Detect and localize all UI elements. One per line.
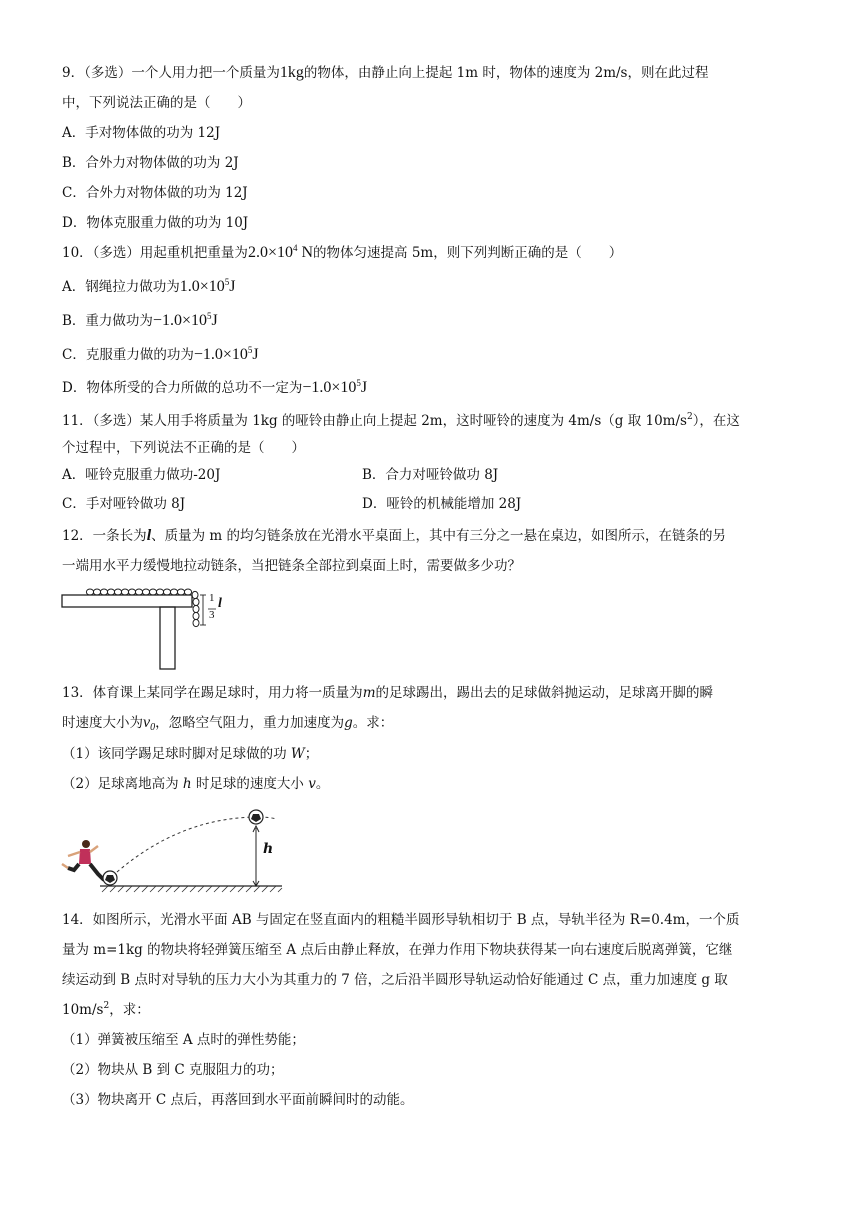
q13-part1 — [62, 743, 318, 765]
q9-mass: 1kg — [279, 64, 304, 81]
q10-option-a-base: 1.0×10 — [179, 278, 225, 295]
q10-option-a-text: A．钢绳拉力做功为 — [62, 279, 180, 295]
q11-option-a: A．哑铃克服重力做功-20J — [62, 467, 221, 483]
q9-option-a: A．手对物体做的功为 12J — [62, 125, 221, 141]
q12-length-symbol: l — [146, 527, 152, 544]
q13-trajectory — [117, 817, 276, 872]
q10-stem-a: 10．（多选）用起重机把重量为 — [62, 245, 248, 261]
q9-option-b: B．合外力对物体做的功为 2J — [62, 155, 239, 171]
q13-stem-a2: 的足球踢出，踢出去的足球做斜抛运动，足球离开脚的瞬 — [375, 685, 713, 701]
q10-option-c-exp: 5 — [247, 345, 253, 355]
q13-ground — [100, 886, 282, 892]
q13-part2-mid: 时足球的速度大小 — [191, 776, 309, 792]
q10-option-c — [62, 344, 259, 366]
q10-stem — [62, 242, 622, 264]
q11-stem-line1 — [62, 410, 740, 432]
q9-option-c: C．合外力对物体做的功为 12J — [62, 185, 248, 201]
q13-fig-h-label: h — [263, 841, 274, 857]
q14-line2: 量为 m=1kg 的物块将轻弹簧压缩至 A 点后由静止释放，在弹力作用下物块获得某一向右速度后脱离弹簧，它继 — [62, 942, 733, 958]
q12-stem-a1: 12．一条长为 — [62, 528, 147, 544]
q14-part2: （2）物块从 B 到 C 克服阻力的功； — [62, 1062, 284, 1078]
q10-option-b-unit: J — [211, 312, 218, 329]
q10-weight-base: 2.0×10 — [247, 244, 293, 261]
q10-option-c-text: C．克服重力做的功为 — [62, 347, 194, 363]
q13-part2-end: 。 — [315, 776, 330, 792]
q10-option-b-exp: 5 — [206, 311, 212, 321]
q10-option-b-base: −1.0×10 — [152, 312, 207, 329]
q10-stem-b: 的物体匀速提高 5m，则下列判断正确的是（ ） — [313, 245, 623, 261]
q10-option-d-value — [302, 379, 367, 396]
q13-stem-line1 — [62, 682, 713, 704]
q10-option-d-unit: J — [360, 379, 368, 396]
q13-height-symbol: h — [182, 776, 192, 792]
q12-table-leg — [160, 607, 175, 669]
q10-option-a-exp: 5 — [224, 277, 230, 287]
q11-option-d: D．哑铃的机械能增加 28J — [362, 496, 522, 512]
q13-stem-line2 — [62, 712, 393, 734]
q13-stem-a1: 13．体育课上某同学在踢足球时，用力将一质量为 — [62, 685, 363, 701]
q13-ball-top — [249, 810, 263, 824]
q12-stem-line2: 一端用水平力缓慢地拉动链条，当把链条全部拉到桌面上时，需要做多少功？ — [62, 558, 521, 574]
q12-fraction-numerator: 1 — [209, 592, 215, 604]
q11-option-c: C．手对哑铃做功 8J — [62, 496, 186, 512]
q14-line4-end: ，求： — [109, 1002, 150, 1018]
q13-part1-text: （1）该同学踢足球时脚对足球做的功 — [62, 746, 291, 762]
q10-option-b-value — [153, 312, 218, 329]
q13-v0-symbol — [143, 714, 155, 731]
q13-part2-text: （2）足球离地高为 — [62, 776, 183, 792]
q12-stem-a2: 、质量为 m 的均匀链条放在光滑水平桌面上，其中有三分之一悬在桌边，如图所示，在链条的另 — [151, 528, 727, 544]
q11-stem-line2: 个过程中，下列说法不正确的是（ ） — [62, 440, 305, 456]
q13-stem-b3: 。求： — [352, 715, 394, 731]
q12-fraction-l: l — [218, 596, 222, 611]
q10-option-d-base: −1.0×10 — [302, 379, 357, 396]
q14-part1: （1）弹簧被压缩至 A 点时的弹性势能； — [62, 1032, 305, 1048]
q13-v0-sub: 0 — [150, 722, 156, 733]
q9-stem-a: 9．（多选）一个人用力把一个质量为 — [62, 65, 280, 81]
q13-height-arrow — [253, 826, 259, 886]
q14-line4 — [62, 999, 150, 1021]
q13-ball-start — [103, 871, 117, 885]
q10-option-c-value — [194, 346, 259, 363]
q13-mass-symbol: m — [362, 685, 376, 701]
q14-part3: （3）物块离开 C 点后，再落回到水平面前瞬间时的动能。 — [62, 1092, 414, 1108]
q13-stem-b2: ，忽略空气阻力，重力加速度为 — [155, 715, 345, 731]
q14-line1: 14．如图所示，光滑水平面 AB 与固定在竖直面内的粗糙半圆形导轨相切于 B 点，导轨半径为 R=0.4m，一个质 — [62, 912, 740, 928]
q13-football-figure — [60, 806, 290, 896]
q14-line3: 续运动到 B 点时对导轨的压力大小为其重力的 7 倍，之后沿半圆形导轨运动恰好能通过 C 点，重力加速度 g 取 — [62, 972, 728, 988]
q12-table-top — [62, 595, 192, 607]
q10-option-d-exp: 5 — [356, 378, 361, 388]
q10-weight-exp: 4 — [292, 243, 298, 253]
q10-option-c-base: −1.0×10 — [193, 346, 248, 363]
q10-option-a-value — [180, 278, 236, 295]
q10-option-b — [62, 310, 218, 332]
q12-fraction-denominator: 3 — [209, 609, 215, 621]
q9-stem-line1 — [62, 62, 708, 84]
q11-stem-a: 11．（多选）某人用手将质量为 1kg 的哑铃由静止向上提起 2m，这时哑铃的速度为 4m/s（g 取 10m/s — [62, 413, 687, 429]
q9-stem-b: 的物体，由静止向上提起 1m 时，物体的速度为 2m/s，则在此过程 — [303, 65, 709, 81]
q12-stem-line1 — [62, 525, 726, 547]
q14-line4-unit: 10m/s — [62, 1002, 104, 1018]
q13-part1-end: ； — [304, 746, 319, 762]
q14-line4-exp: 2 — [103, 1001, 110, 1011]
q11-option-b: B．合力对哑铃做功 8J — [362, 467, 499, 483]
q9-option-d: D．物体克服重力做的功为 10J — [62, 215, 249, 231]
q13-player — [62, 840, 108, 884]
q10-option-d — [62, 377, 367, 399]
q10-weight-unit: N — [297, 244, 314, 261]
q12-chain-figure — [60, 588, 220, 672]
q10-option-a-unit: J — [229, 278, 236, 295]
q13-part2 — [62, 773, 329, 795]
q13-work-symbol: W — [290, 746, 305, 762]
q10-option-b-text: B．重力做功为 — [62, 313, 153, 329]
q10-option-c-unit: J — [252, 346, 259, 363]
q9-stem-line2: 中，下列说法正确的是（ ） — [62, 95, 251, 111]
q10-option-d-text: D．物体所受的合力所做的总功不一定为 — [62, 380, 303, 396]
q13-stem-b1: 时速度大小为 — [62, 715, 143, 731]
q10-option-a — [62, 276, 236, 298]
q13-speed-symbol: v — [308, 776, 316, 792]
q13-g-symbol: g — [344, 715, 353, 731]
q11-stem-end: ），在这 — [692, 413, 740, 429]
q10-weight — [248, 244, 313, 261]
q13-v0-base: v — [143, 714, 151, 731]
q11-stem-exp: 2 — [686, 412, 693, 422]
